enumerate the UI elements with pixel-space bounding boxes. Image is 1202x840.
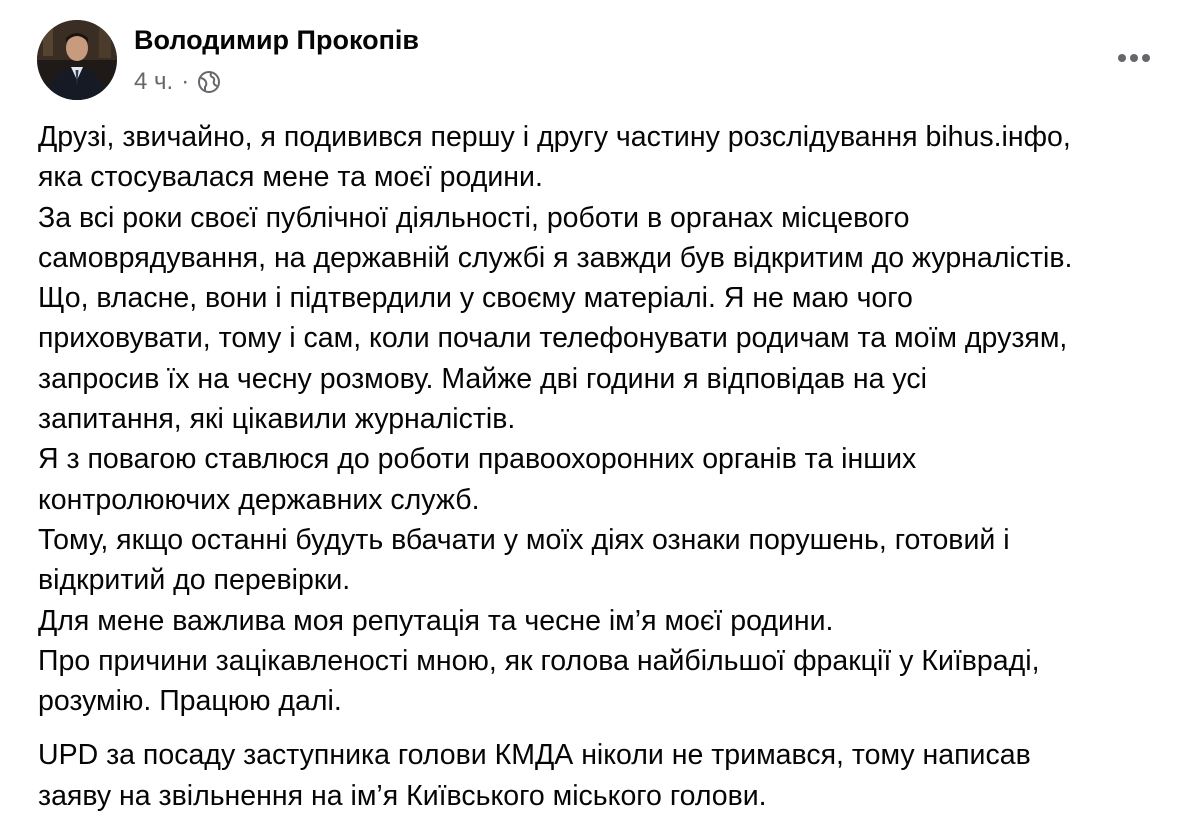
update-line: UPD за посаду заступника голови КМДА ніколи не тримався, тому написав [38,739,1031,772]
post-line: контролюючих державних служб. [38,483,480,516]
post-line: приховувати, тому і сам, коли почали телефонувати родичам та моїм друзям, [38,322,1068,355]
post-line: запитання, які цікавили журналістів. [38,403,516,436]
post-line: запросив їх на чесну розмову. Майже дві години я відповідав на усі [38,362,927,395]
more-horizontal-icon [1117,53,1151,63]
globe-icon[interactable] [197,70,221,94]
post-line: За всі роки своєї публічної діяльності, роботи в органах місцевого [38,201,910,234]
post-line: розумію. Працюю далі. [38,685,342,718]
post-line: Про причини зацікавленості мною, як голова найбільшої фракції у Київраді, [38,644,1040,677]
author-name[interactable]: Володимир Прокопів [134,25,420,55]
avatar[interactable] [37,20,117,100]
post-line: Я з повагою ставлюся до роботи правоохоронних органів та інших [38,443,917,476]
post-body [38,117,1188,816]
post-line: Що, власне, вони і підтвердили у своєму матеріалі. Я не маю чого [38,282,913,315]
meta-separator: · [181,68,190,95]
post-meta [134,68,221,96]
update-line: заяву на звільнення на ім’я Київського міського голови. [38,779,767,812]
post-timestamp[interactable]: 4 ч. [134,68,174,95]
post-line: Друзі, звичайно, я подивився першу і другу частину розслідування bihus.інфо, [38,121,1071,153]
post-line: Для мене важлива моя репутація та чесне ім’я моєї родини. [38,604,834,637]
post-line: відкритий до перевірки. [38,564,351,597]
post-line: яка стосувалася мене та моєї родини. [38,161,543,194]
post-line: самоврядування, на державній службі я завжди був відкритим до журналістів. [38,241,1073,274]
post-line: Тому, якщо останні будуть вбачати у моїх діях ознаки порушень, готовий і [38,523,1010,556]
more-options-button[interactable] [1110,38,1158,78]
